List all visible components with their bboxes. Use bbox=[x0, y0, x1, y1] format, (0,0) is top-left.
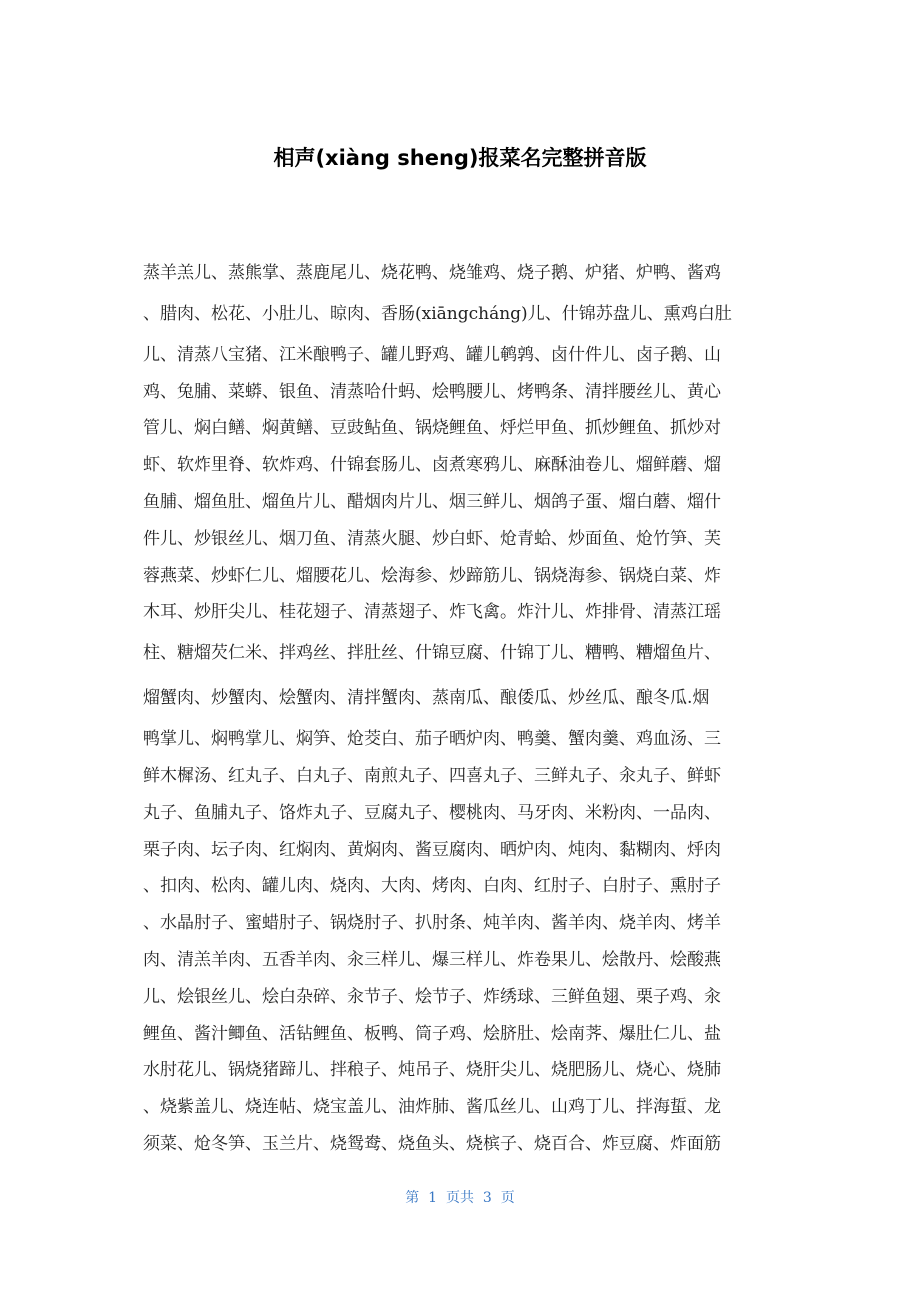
text-line: 管儿、焖白鳝、焖黄鳝、豆豉鲇鱼、锅烧鲤鱼、烀烂甲鱼、抓炒鲤鱼、抓炒对 bbox=[143, 418, 721, 439]
text-line: 木耳、炒肝尖儿、桂花翅子、清蒸翅子、炸飞禽。炸汁儿、炸排骨、清蒸江瑶 bbox=[143, 602, 721, 623]
text-line: 蓉燕菜、炒虾仁儿、熘腰花儿、烩海参、炒蹄筋儿、锅烧海参、锅烧白菜、炸 bbox=[143, 565, 721, 586]
text-line: 栗子肉、坛子肉、红焖肉、黄焖肉、酱豆腐肉、晒炉肉、炖肉、黏糊肉、烀肉 bbox=[143, 839, 721, 860]
text-line: 丸子、鱼脯丸子、饹炸丸子、豆腐丸子、樱桃肉、马牙肉、米粉肉、一品肉、 bbox=[143, 802, 721, 823]
text-line: 鱼脯、熘鱼肚、熘鱼片儿、醋烟肉片儿、烟三鲜儿、烟鸽子蛋、熘白蘑、熘什 bbox=[143, 491, 721, 512]
text-line: 须菜、炝冬笋、玉兰片、烧鸳鸯、烧鱼头、烧槟子、烧百合、炸豆腐、炸面筋 bbox=[143, 1133, 721, 1154]
document-body bbox=[143, 255, 777, 1163]
text-line: 水肘花儿、锅烧猪蹄儿、拌稂子、炖吊子、烧肝尖儿、烧肥肠儿、烧心、烧肺 bbox=[143, 1060, 721, 1081]
text-line: 虾、软炸里脊、软炸鸡、什锦套肠儿、卤煮寒鸦儿、麻酥油卷儿、熘鲜蘑、熘 bbox=[143, 455, 721, 476]
text-line: 、扣肉、松肉、罐儿肉、烧肉、大肉、烤肉、白肉、红肘子、白肘子、熏肘子 bbox=[143, 876, 721, 897]
text-line: 儿、烩银丝儿、烩白杂碎、汆节子、烩节子、炸绣球、三鲜鱼翅、栗子鸡、汆 bbox=[143, 986, 721, 1007]
text-line: 熘蟹肉、炒蟹肉、烩蟹肉、清拌蟹肉、蒸南瓜、酿倭瓜、炒丝瓜、酿冬瓜.烟 bbox=[143, 688, 710, 709]
text-line: 、水晶肘子、蜜蜡肘子、锅烧肘子、扒肘条、炖羊肉、酱羊肉、烧羊肉、烤羊 bbox=[143, 913, 721, 934]
text-line: 鸭掌儿、焖鸭掌儿、焖笋、炝茭白、茄子晒炉肉、鸭羹、蟹肉羹、鸡血汤、三 bbox=[143, 729, 721, 750]
text-line: 儿、清蒸八宝猪、江米酿鸭子、罐儿野鸡、罐儿鹌鹑、卤什件儿、卤子鹅、山 bbox=[143, 344, 721, 365]
page-number-footer: 第 1 页共 3 页 bbox=[405, 1190, 515, 1206]
text-line: 柱、糖熘芡仁米、拌鸡丝、拌肚丝、什锦豆腐、什锦丁儿、糟鸭、糟熘鱼片、 bbox=[143, 643, 721, 664]
text-line: 肉、清羔羊肉、五香羊肉、汆三样儿、爆三样儿、炸卷果儿、烩散丹、烩酸燕 bbox=[143, 949, 721, 970]
text-line: 件儿、炒银丝儿、烟刀鱼、清蒸火腿、炒白虾、炝青蛤、炒面鱼、炝竹笋、芙 bbox=[143, 528, 721, 549]
text-line: 蒸羊羔儿、蒸熊掌、蒸鹿尾儿、烧花鸭、烧雏鸡、烧子鹅、炉猪、炉鸭、酱鸡 bbox=[143, 263, 721, 283]
text-line: 、烧紫盖儿、烧连帖、烧宝盖儿、油炸肺、酱瓜丝儿、山鸡丁儿、拌海蜇、龙 bbox=[143, 1097, 721, 1118]
text-line: 鸡、兔脯、菜蟒、银鱼、清蒸哈什蚂、烩鸭腰儿、烤鸭条、清拌腰丝儿、黄心 bbox=[143, 381, 721, 402]
text-line: 鲤鱼、酱汁鲫鱼、活钻鲤鱼、板鸭、筒子鸡、烩脐肚、烩南荠、爆肚仁儿、盐 bbox=[143, 1023, 721, 1044]
text-line: 鲜木樨汤、红丸子、白丸子、南煎丸子、四喜丸子、三鲜丸子、汆丸子、鲜虾 bbox=[143, 765, 721, 786]
document-title: 相声(xiàng sheng)报菜名完整拼音版 bbox=[273, 146, 647, 170]
text-line: 、腊肉、松花、小肚儿、晾肉、香肠(xiāngcháng)儿、什锦苏盘儿、熏鸡白肚 bbox=[143, 303, 732, 324]
